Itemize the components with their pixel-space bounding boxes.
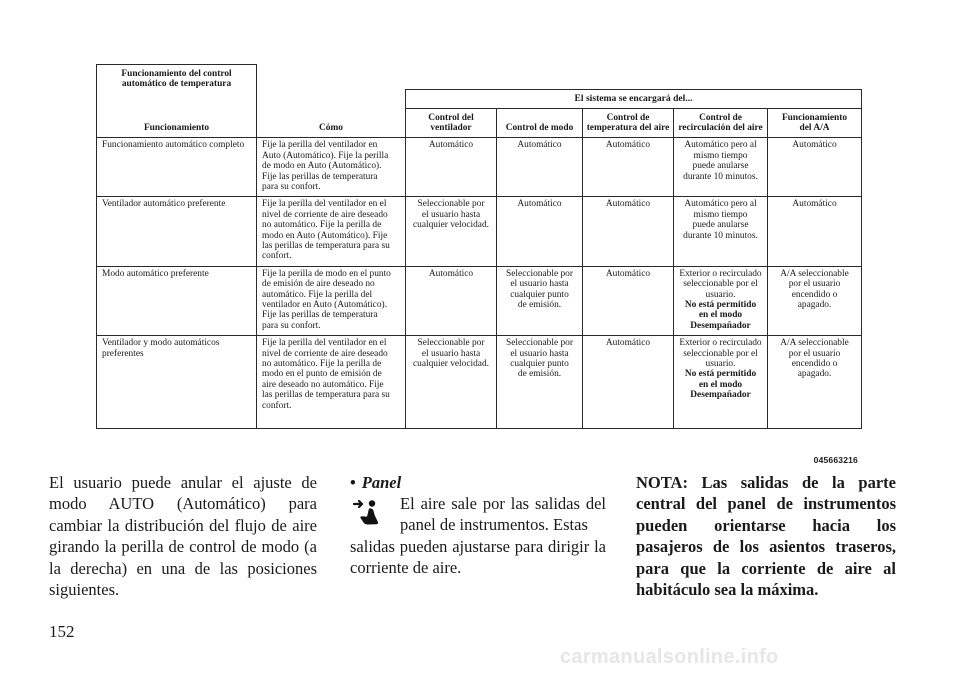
cell-recirculacion [674, 197, 768, 266]
cell-modo: Automático [497, 138, 583, 197]
cell-temperatura: Automático [583, 266, 674, 335]
recirculacion-text: Automático pero al mismo tiempo puede anularse durante 10 minutos. [683, 199, 758, 241]
cell-aa: Automático [768, 138, 862, 197]
col-header-funcionamiento: Funcionamiento [97, 109, 257, 138]
cell-ventilador: Automático [406, 266, 497, 335]
header-left-blank-2 [257, 90, 406, 109]
cell-modo: Seleccionable por el usuario hasta cualquier punto de emisión. [497, 266, 583, 335]
cell-ventilador: Seleccionable por el usuario hasta cualquier velocidad. [406, 197, 497, 266]
col-header-modo: Control de modo [497, 109, 583, 138]
recirculacion-text: Automático pero al mismo tiempo puede anularse durante 10 minutos. [683, 140, 758, 182]
recirculacion-text: Exterior o recirculado seleccionable por el usuario. [679, 338, 762, 370]
panel-mode-section [350, 472, 606, 579]
cell-como: Fije la perilla del ventilador en el nivel de corriente de aire deseado no automático. Fije la perilla de modo en Auto (Automático). Fije las perillas de temperatura para su confort. [257, 197, 406, 266]
col-header-ventilador: Control del ventilador [406, 109, 497, 138]
table-row [97, 197, 862, 266]
temperature-control-table [96, 64, 862, 429]
note-paragraph: NOTA: Las salidas de la parte central del panel de instrumentos pueden orientarse hacia los pasajeros de los asientos traseros, para que la corriente de aire al habitáculo sea la máxima. [636, 473, 896, 600]
cell-modo: Seleccionable por el usuario hasta cualquier punto de emisión. [497, 336, 583, 429]
cell-temperatura: Automático [583, 197, 674, 266]
cell-como: Fije la perilla de modo en el punto de emisión de aire deseado no automático. Fije la perilla del ventilador en Auto (Automático). Fije las perillas de temperatura para su confort. [257, 266, 406, 335]
table-row [97, 266, 862, 335]
cell-recirculacion [674, 138, 768, 197]
temperature-control-table-wrap [96, 64, 861, 429]
panel-vent-icon [352, 499, 380, 527]
col-header-recirculacion: Control de recirculación del aire [674, 109, 768, 138]
corner-title: Funcionamiento del control automático de temperatura [97, 65, 257, 90]
col-header-como: Cómo [257, 109, 406, 138]
page-number: 152 [49, 622, 75, 641]
panel-description-row [350, 493, 606, 536]
col-header-temperatura: Control de temperatura del aire [583, 109, 674, 138]
recirculacion-bold-text: No está permitido en el modo Desempañador [684, 369, 757, 401]
panel-title: Panel [361, 473, 402, 492]
table-row [97, 336, 862, 429]
table-row [97, 138, 862, 197]
cell-como: Fije la perilla del ventilador en Auto (Automático). Fije la perilla de modo en Auto (Automático). Fije las perillas de temperatura para su confort. [257, 138, 406, 197]
cell-aa: A/A seleccionable por el usuario encendido o apagado. [768, 336, 862, 429]
panel-heading [350, 472, 606, 493]
cell-modo: Automático [497, 197, 583, 266]
cell-temperatura: Automático [583, 138, 674, 197]
bullet-glyph: • [350, 473, 356, 492]
body-paragraph-override: El usuario puede anular el ajuste de modo AUTO (Automático) para cambiar la distribución del flujo de aire girando la perilla de control de modo (a la derecha) en una de las posiciones siguientes. [49, 473, 317, 600]
cell-aa: Automático [768, 197, 862, 266]
cell-funcionamiento: Ventilador automático preferente [97, 197, 257, 266]
group-header: El sistema se encargará del... [406, 90, 862, 109]
cell-funcionamiento: Modo automático preferente [97, 266, 257, 335]
cell-funcionamiento: Funcionamiento automático completo [97, 138, 257, 197]
recirculacion-text: Exterior o recirculado seleccionable por el usuario. [679, 268, 762, 300]
recirculacion-bold-text: No está permitido en el modo Desempañador [684, 300, 757, 331]
watermark-text: carmanualsonline.info [560, 646, 779, 668]
cell-funcionamiento: Ventilador y modo automáticos preferentes [97, 336, 257, 429]
image-code: 045663216 [813, 455, 858, 465]
column-header-row [97, 109, 862, 138]
header-left-blank [97, 90, 257, 109]
cell-ventilador: Automático [406, 138, 497, 197]
cell-recirculacion [674, 266, 768, 335]
panel-description-b: salidas pueden ajustarse para dirigir la corriente de aire. [350, 537, 606, 578]
header-spacer [257, 65, 862, 90]
panel-description-a: El aire sale por las salidas del panel de instrumentos. Estas [400, 494, 606, 535]
cell-como: Fije la perilla del ventilador en el nivel de corriente de aire deseado no automático. Fije la perilla de modo en el punto de emisión de aire deseado no automático. Fije las perillas de temperatura para su confort. [257, 336, 406, 429]
col-header-aa: Funcionamiento del A/A [768, 109, 862, 138]
cell-aa: A/A seleccionable por el usuario encendido o apagado. [768, 266, 862, 335]
cell-ventilador: Seleccionable por el usuario hasta cualquier velocidad. [406, 336, 497, 429]
cell-recirculacion [674, 336, 768, 429]
cell-temperatura: Automático [583, 336, 674, 429]
